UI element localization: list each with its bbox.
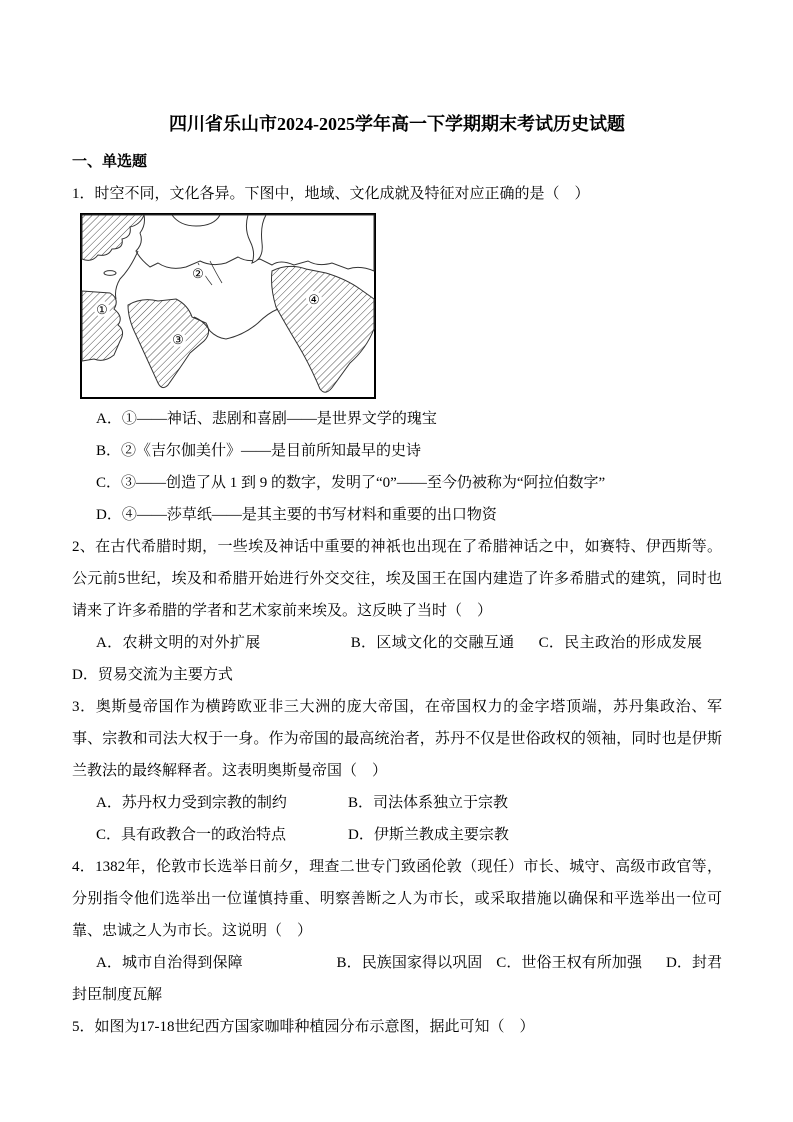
option-a: A．苏丹权力受到宗教的制约 xyxy=(96,795,287,811)
map-label-1: ① xyxy=(96,302,108,317)
question1-options xyxy=(72,403,722,531)
option-d: D．④——莎草纸——是其主要的书写材料和重要的出口物资 xyxy=(96,507,497,523)
question2-options xyxy=(72,627,722,691)
option-d: D．贸易交流为主要方式 xyxy=(72,667,233,683)
option-c: C．世俗王权有所加强 xyxy=(496,955,643,971)
question1-map-figure xyxy=(80,213,722,399)
page-title: 四川省乐山市2024-2025学年高一下学期期末考试历史试题 xyxy=(169,114,625,134)
option-b: B．②《吉尔伽美什》——是目前所知最早的史诗 xyxy=(96,443,422,459)
question3-options xyxy=(96,787,722,851)
option-a: A．城市自治得到保障 xyxy=(96,955,243,971)
option-b: B．司法体系独立于宗教 xyxy=(348,795,509,811)
question-5 xyxy=(72,1011,722,1043)
map-label-3: ③ xyxy=(172,332,184,347)
ancient-regions-map-svg xyxy=(80,213,376,399)
option-c: C．民主政治的形成发展 xyxy=(538,635,703,651)
option-c: C．具有政教合一的政治特点 xyxy=(96,827,287,843)
question-stem: 4．1382年，伦敦市长选举日前夕，理查二世专门致函伦敦（现任）市长、城守、高级市政官等，分别指令他们选举出一位谨慎持重、明察善断之人为市长，或采取措施以确保和平选举出一位可靠、忠诚之人为市长。这说明（ ） xyxy=(72,859,722,939)
question-stem: 2、在古代希腊时期，一些埃及神话中重要的神祇也出现在了希腊神话之中，如赛特、伊西斯等。公元前5世纪，埃及和希腊开始进行外交交往，埃及国王在国内建造了许多希腊式的建筑，同时也请来了许多希腊的学者和艺术家前来埃及。这反映了当时（ ） xyxy=(72,539,722,619)
section-heading: 一、单选题 xyxy=(72,154,148,170)
option-d: D．伊斯兰教成主要宗教 xyxy=(348,827,509,843)
map-island xyxy=(104,271,116,276)
question-stem: 5．如图为17-18世纪西方国家咖啡种植园分布示意图，据此可知（ ） xyxy=(72,1019,535,1035)
option-b: B．民族国家得以巩固 xyxy=(336,955,483,971)
option-a: A．农耕文明的对外扩展 xyxy=(96,635,261,651)
question-stem: 1．时空不同，文化各异。下图中，地域、文化成就及特征对应正确的是（ ） xyxy=(72,186,590,202)
map-label-2: ② xyxy=(192,266,204,281)
question4-options xyxy=(72,947,722,1011)
question-2 xyxy=(72,531,722,691)
map-label-4: ④ xyxy=(308,292,320,307)
option-b: B．区域文化的交融互通 xyxy=(350,635,515,651)
option-d: D．封君封臣制度瓦解 xyxy=(72,955,723,1003)
question-3 xyxy=(72,691,722,851)
option-c: C．③——创造了从 1 到 9 的数字，发明了“0”——至今仍被称为“阿拉伯数字” xyxy=(96,475,606,491)
question-1 xyxy=(72,178,722,531)
question-stem: 3．奥斯曼帝国作为横跨欧亚非三大洲的庞大帝国，在帝国权力的金字塔顶端，苏丹集政治、军事、宗教和司法大权于一身。作为帝国的最高统治者，苏丹不仅是世俗政权的领袖，同时也是伊斯兰教法的最终解释者。这表明奥斯曼帝国（ ） xyxy=(72,699,722,779)
question-4 xyxy=(72,851,722,1011)
option-a: A．①——神话、悲剧和喜剧——是世界文学的瑰宝 xyxy=(96,411,437,427)
